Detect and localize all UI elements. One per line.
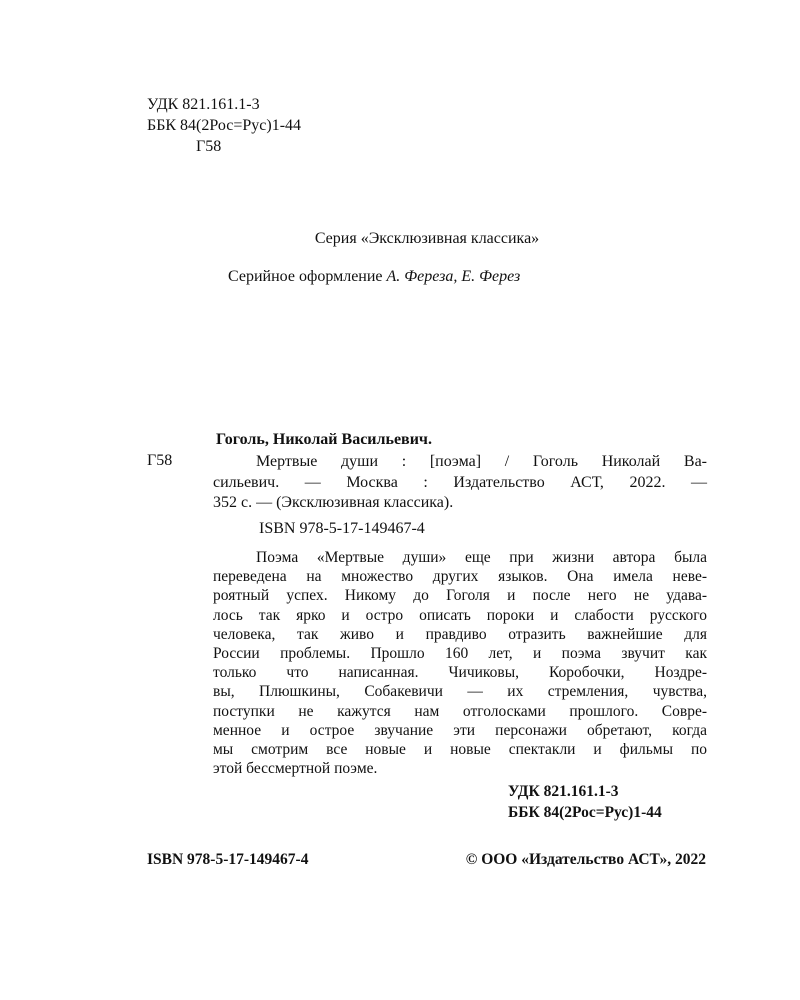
catalog-description bbox=[213, 452, 707, 514]
annotation-line: этой бессмертной поэме. bbox=[213, 760, 378, 778]
series-design-prefix: Серийное оформление bbox=[228, 268, 383, 285]
annotation-line: России проблемы. Прошло 160 лет, и поэма звучит как bbox=[213, 645, 707, 663]
bbk-header: ББК 84(2Рос=Рус)1-44 bbox=[147, 117, 302, 134]
udk-header: УДК 821.161.1-3 bbox=[147, 96, 260, 113]
catalog-author-mark: Г58 bbox=[147, 452, 173, 469]
series-label: Серия «Эксклюзивная классика» bbox=[314, 230, 540, 247]
annotation-line: переведена на множество других языков. Она имела неве- bbox=[213, 568, 707, 586]
annotation-line: роятный успех. Никому до Гоголя и после него не удава- bbox=[213, 587, 707, 605]
footer-copyright: © ООО «Издательство АСТ», 2022 bbox=[465, 851, 706, 868]
series-design-authors: А. Фереза, Е. Ферез bbox=[386, 268, 521, 285]
catalog-line: Мертвые души : [поэма] / Гоголь Николай Ва- bbox=[256, 453, 707, 470]
author-mark-header: Г58 bbox=[196, 138, 222, 155]
catalog-isbn: ISBN 978-5-17-149467-4 bbox=[259, 520, 425, 537]
catalog-line: 352 с. — (Эксклюзивная классика). bbox=[213, 494, 454, 511]
annotation-line: только что написанная. Чичиковы, Коробочки, Ноздре- bbox=[213, 664, 707, 682]
annotation-line: лось так ярко и остро описать пороки и слабости русского bbox=[213, 606, 707, 624]
bbk-bottom: ББК 84(2Рос=Рус)1-44 bbox=[508, 804, 662, 821]
annotation-line: менное и острое звучание эти персонажи обретают, когда bbox=[213, 721, 707, 739]
udk-bottom: УДК 821.161.1-3 bbox=[508, 783, 619, 800]
catalog-author: Гоголь, Николай Васильевич. bbox=[216, 431, 432, 448]
series-title bbox=[0, 230, 800, 248]
catalog-line: сильевич. — Москва : Издательство АСТ, 2022. — bbox=[213, 473, 707, 491]
series-design bbox=[228, 268, 520, 286]
annotation-line: поступки не кажутся нам отголосками прошлого. Совре- bbox=[213, 702, 707, 720]
annotation-line: Поэма «Мертвые души» еще при жизни автора была bbox=[256, 549, 707, 566]
annotation-line: человека, так живо и правдиво отразить важнейшие для bbox=[213, 625, 707, 643]
annotation-line: вы, Плюшкины, Собакевичи — их стремления, чувства, bbox=[213, 683, 707, 701]
annotation-line: мы смотрим все новые и новые спектакли и фильмы по bbox=[213, 741, 707, 759]
footer-isbn: ISBN 978-5-17-149467-4 bbox=[147, 851, 309, 868]
annotation-text bbox=[213, 548, 707, 778]
